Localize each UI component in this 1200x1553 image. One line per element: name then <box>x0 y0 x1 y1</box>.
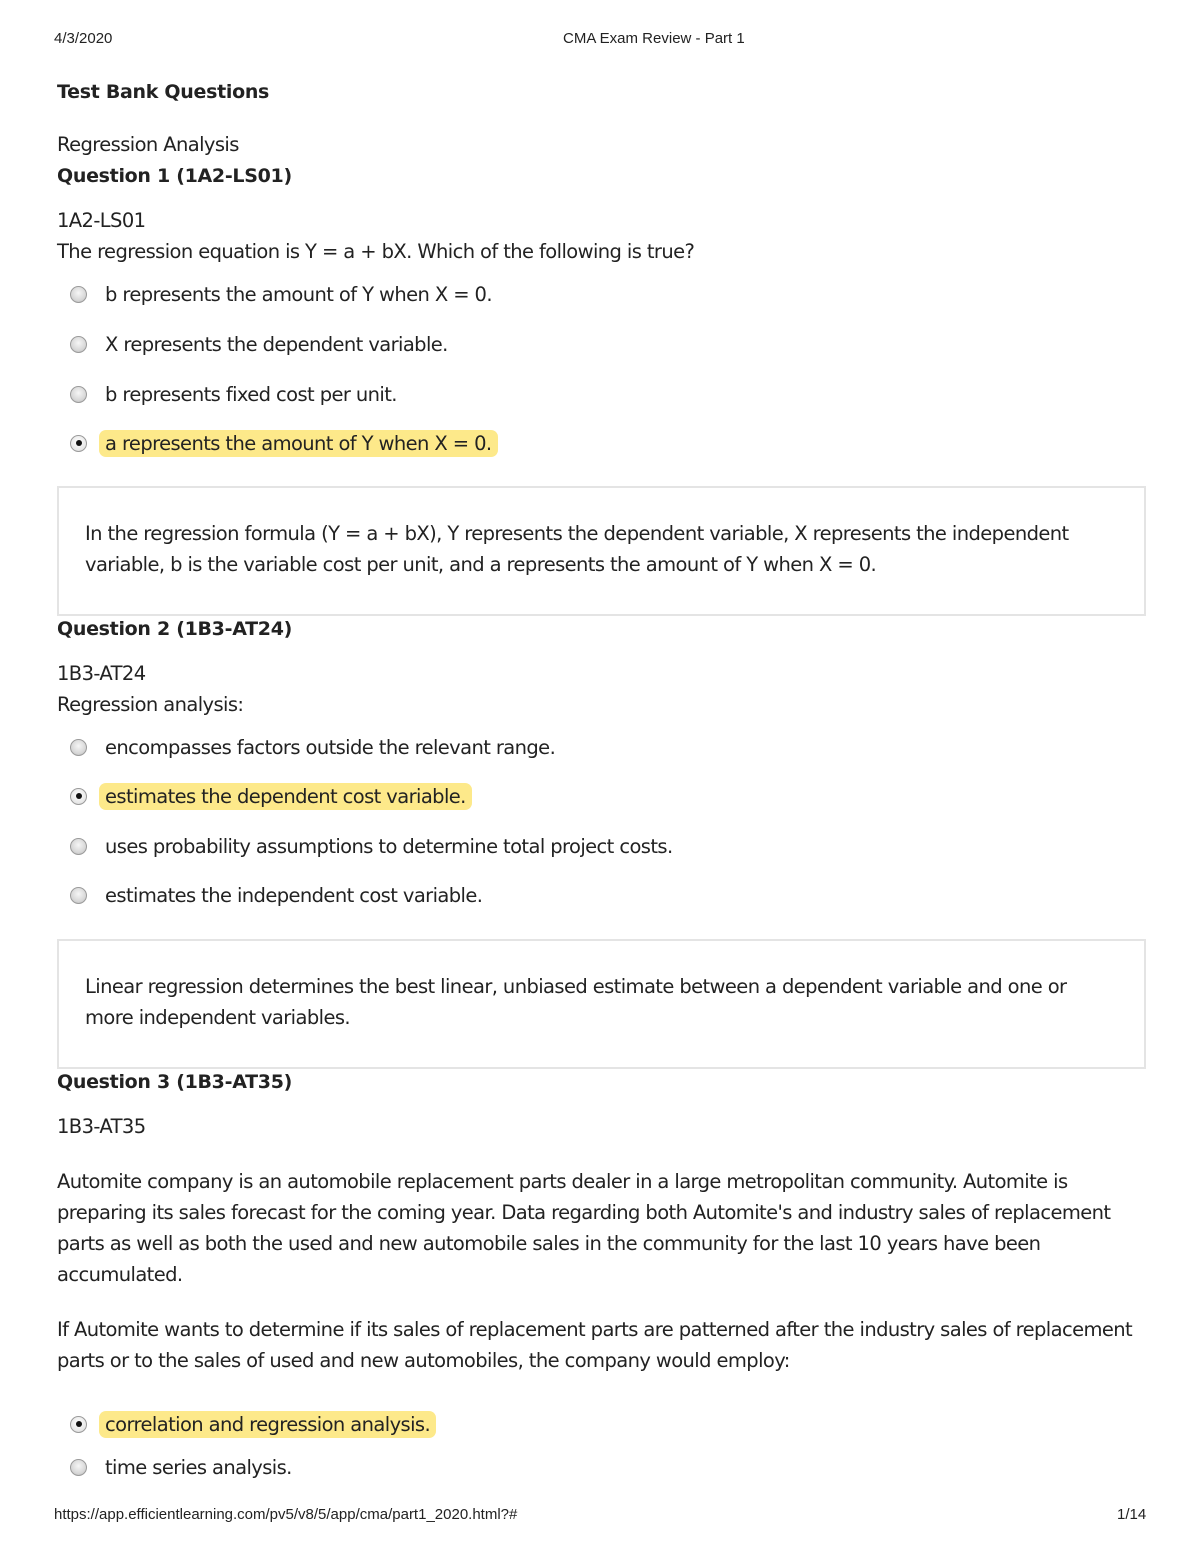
answer-option-selected[interactable] <box>70 426 498 460</box>
question-3-prompt: If Automite wants to determine if its sales of replacement parts are patterned after the industry sales of replacement parts or to the sales of used and new automobiles, the company would employ: <box>57 1318 1133 1372</box>
question-2-code: 1B3-AT24 <box>57 662 146 685</box>
question-3-scenario: Automite company is an automobile replacement parts dealer in a large metropolitan community. Automite is preparing its sales forecast for the coming year. Data regarding both Automite's and industry sales of replacement parts as well as both the used and new automobile sales in the community for the last 10 years have been accumulated. <box>57 1170 1111 1286</box>
radio-button-selected-icon[interactable] <box>70 788 87 805</box>
explanation-box <box>57 939 1146 1069</box>
answer-option-label: estimates the independent cost variable. <box>105 883 483 907</box>
answer-option-selected[interactable] <box>70 1407 436 1441</box>
answer-option-label: a represents the amount of Y when X = 0. <box>99 430 498 457</box>
radio-button-icon[interactable] <box>70 838 87 855</box>
answer-option-label: uses probability assumptions to determine total project costs. <box>105 834 673 858</box>
question-2-title: Question 2 (1B3-AT24) <box>57 618 293 640</box>
explanation-box <box>57 486 1146 616</box>
answer-option[interactable] <box>70 878 488 912</box>
print-date: 4/3/2020 <box>54 30 113 47</box>
answer-option-label: estimates the dependent cost variable. <box>99 783 472 810</box>
answer-option-label: correlation and regression analysis. <box>99 1411 436 1438</box>
answer-option[interactable] <box>70 377 403 411</box>
answer-option[interactable] <box>70 327 454 361</box>
answer-option-label: X represents the dependent variable. <box>105 332 448 356</box>
answer-option-selected[interactable] <box>70 779 472 813</box>
radio-button-selected-icon[interactable] <box>70 435 87 452</box>
explanation-text: Linear regression determines the best linear, unbiased estimate between a dependent variable and one or more independent variables. <box>85 975 1067 1029</box>
radio-button-icon[interactable] <box>70 887 87 904</box>
answer-option[interactable] <box>70 730 561 764</box>
radio-button-icon[interactable] <box>70 336 87 353</box>
print-page-number: 1/14 <box>1117 1506 1147 1523</box>
radio-button-icon[interactable] <box>70 1459 87 1476</box>
explanation-text: In the regression formula (Y = a + bX), Y represents the dependent variable, X represents the independent variable, b is the variable cost per unit, and a represents the amount of Y when X = 0. <box>85 522 1069 576</box>
radio-button-selected-icon[interactable] <box>70 1416 87 1433</box>
print-title: CMA Exam Review - Part 1 <box>563 30 745 47</box>
answer-option-label: encompasses factors outside the relevant range. <box>105 735 556 759</box>
radio-button-icon[interactable] <box>70 739 87 756</box>
answer-option-label: b represents the amount of Y when X = 0. <box>105 282 492 306</box>
question-2-prompt: Regression analysis: <box>57 693 244 716</box>
question-1-title: Question 1 (1A2-LS01) <box>57 165 292 187</box>
answer-option[interactable] <box>70 1450 298 1484</box>
print-url: https://app.efficientlearning.com/pv5/v8/5/app/cma/part1_2020.html?# <box>54 1506 518 1523</box>
answer-option[interactable] <box>70 277 498 311</box>
answer-option-label: time series analysis. <box>105 1455 292 1479</box>
question-1-prompt: The regression equation is Y = a + bX. Which of the following is true? <box>57 240 695 263</box>
radio-button-icon[interactable] <box>70 286 87 303</box>
question-3-code: 1B3-AT35 <box>57 1115 146 1138</box>
question-3-title: Question 3 (1B3-AT35) <box>57 1071 293 1093</box>
answer-option[interactable] <box>70 829 679 863</box>
question-1-code: 1A2-LS01 <box>57 209 146 232</box>
section-title: Regression Analysis <box>57 133 239 156</box>
radio-button-icon[interactable] <box>70 386 87 403</box>
page-heading: Test Bank Questions <box>57 81 270 103</box>
answer-option-label: b represents fixed cost per unit. <box>105 382 397 406</box>
